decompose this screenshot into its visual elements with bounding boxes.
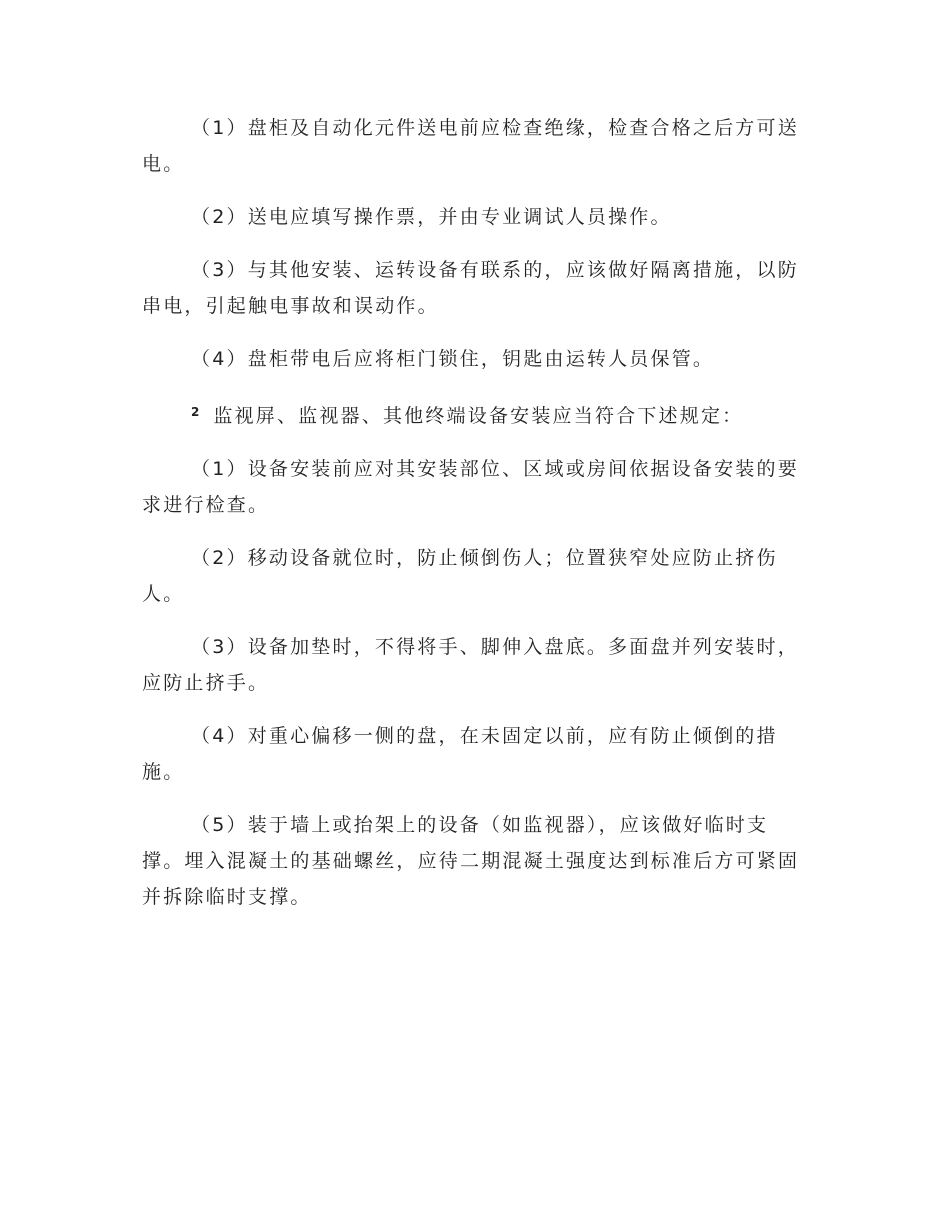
paragraph-cabinet-lock: （4）盘柜带电后应将柜门锁住，钥匙由运转人员保管。 <box>191 348 715 370</box>
paragraph-wall-mounted-support: （5）装于墙上或抬架上的设备（如监视器），应该做好临时支撑。埋入混凝土的基础螺丝，应待二期混凝土强度达到标准后方可紧固并拆除临时支撑。 <box>142 814 800 908</box>
paragraph-power-insulation-check: （1）盘柜及自动化元件送电前应检查绝缘，检查合格之后方可送电。 <box>142 117 799 175</box>
document-body <box>142 110 808 932</box>
paragraph-isolation-measures: （3）与其他安装、运转设备有联系的，应该做好隔离措施，以防串电，引起触电事故和误动作。 <box>142 259 799 317</box>
paragraph-pre-install-inspection: （1）设备安装前应对其安装部位、区域或房间依据设备安装的要求进行检查。 <box>142 458 799 516</box>
paragraph-operation-ticket: （2）送电应填写操作票，并由专业调试人员操作。 <box>191 206 672 228</box>
paragraph-center-of-gravity: （4）对重心偏移一侧的盘，在未固定以前，应有防止倾倒的措施。 <box>142 725 778 783</box>
section-heading-monitor-installation <box>142 394 808 434</box>
paragraph-shimming: （3）设备加垫时，不得将手、脚伸入盘底。多面盘并列安装时，应防止挤手。 <box>142 636 799 694</box>
paragraph-moving-equipment: （2）移动设备就位时，防止倾倒伤人；位置狭窄处应防止挤伤人。 <box>142 547 778 605</box>
section-marker: 2 <box>191 405 200 419</box>
section-heading-text: 监视屏、监视器、其他终端设备安装应当符合下述规定： <box>213 405 744 427</box>
